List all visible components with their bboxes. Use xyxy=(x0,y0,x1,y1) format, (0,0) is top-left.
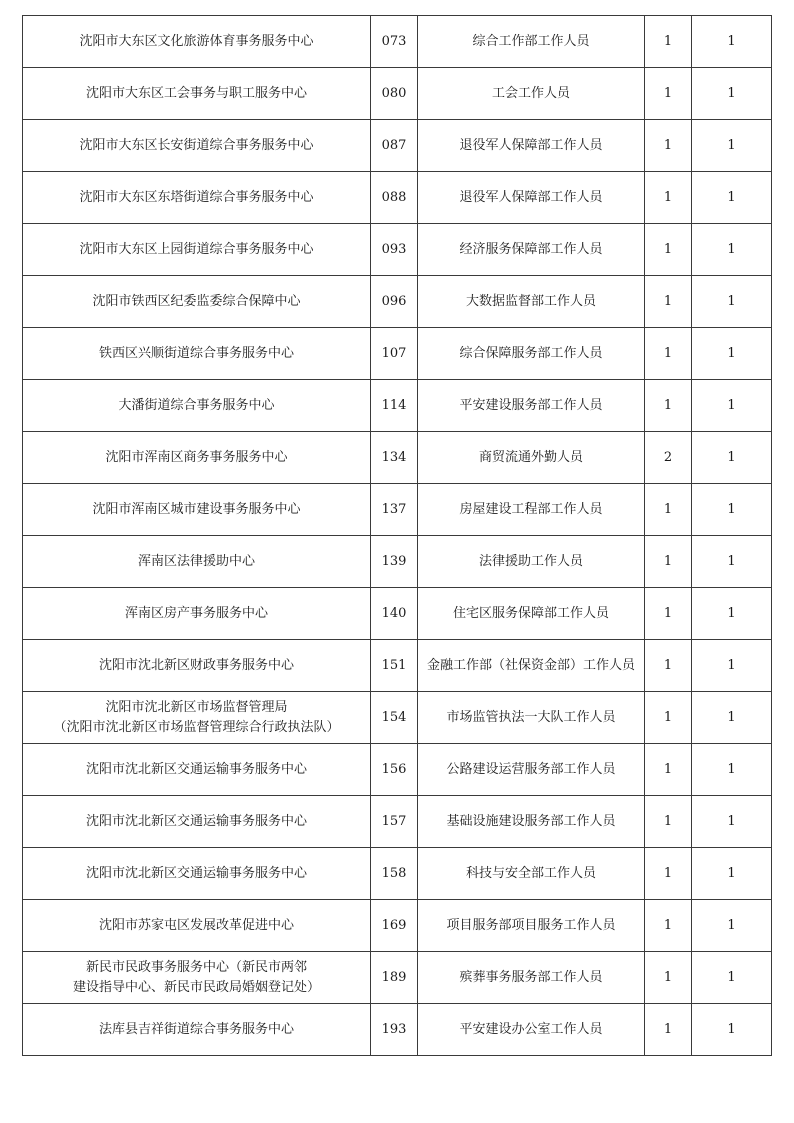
cell-unit-name: 铁西区兴顺街道综合事务服务中心 xyxy=(23,328,371,380)
cell-hiring-count: 1 xyxy=(645,692,692,744)
cell-position-name: 退役军人保障部工作人员 xyxy=(418,172,645,224)
cell-position-code: 107 xyxy=(371,328,418,380)
table-row xyxy=(23,172,772,224)
cell-position-code: 169 xyxy=(371,900,418,952)
cell-position-name: 市场监管执法一大队工作人员 xyxy=(418,692,645,744)
cell-position-code: 151 xyxy=(371,640,418,692)
cell-position-name: 综合保障服务部工作人员 xyxy=(418,328,645,380)
cell-unit-name: 沈阳市浑南区城市建设事务服务中心 xyxy=(23,484,371,536)
cell-exam-ratio: 1 xyxy=(692,328,772,380)
cell-position-code: 080 xyxy=(371,68,418,120)
table-row xyxy=(23,380,772,432)
cell-unit-name: 沈阳市沈北新区交通运输事务服务中心 xyxy=(23,796,371,848)
cell-unit-name: 浑南区房产事务服务中心 xyxy=(23,588,371,640)
table-row xyxy=(23,588,772,640)
cell-position-name: 法律援助工作人员 xyxy=(418,536,645,588)
cell-exam-ratio: 1 xyxy=(692,536,772,588)
cell-unit-name: 大潘街道综合事务服务中心 xyxy=(23,380,371,432)
table-row xyxy=(23,796,772,848)
cell-position-code: 073 xyxy=(371,16,418,68)
cell-position-code: 114 xyxy=(371,380,418,432)
cell-exam-ratio: 1 xyxy=(692,120,772,172)
cell-hiring-count: 1 xyxy=(645,900,692,952)
table-row xyxy=(23,68,772,120)
cell-position-code: 139 xyxy=(371,536,418,588)
cell-hiring-count: 1 xyxy=(645,1004,692,1056)
cell-exam-ratio: 1 xyxy=(692,848,772,900)
cell-position-code: 193 xyxy=(371,1004,418,1056)
cell-unit-name: 沈阳市大东区工会事务与职工服务中心 xyxy=(23,68,371,120)
table-row xyxy=(23,744,772,796)
cell-position-code: 157 xyxy=(371,796,418,848)
table-row xyxy=(23,1004,772,1056)
table-row xyxy=(23,432,772,484)
cell-unit-name: 沈阳市沈北新区交通运输事务服务中心 xyxy=(23,744,371,796)
cell-exam-ratio: 1 xyxy=(692,952,772,1004)
cell-hiring-count: 2 xyxy=(645,432,692,484)
cell-unit-name: 沈阳市大东区东塔街道综合事务服务中心 xyxy=(23,172,371,224)
cell-position-name: 住宅区服务保障部工作人员 xyxy=(418,588,645,640)
table-row xyxy=(23,224,772,276)
cell-hiring-count: 1 xyxy=(645,744,692,796)
cell-position-name: 大数据监督部工作人员 xyxy=(418,276,645,328)
cell-exam-ratio: 1 xyxy=(692,744,772,796)
table-row xyxy=(23,692,772,744)
cell-position-code: 156 xyxy=(371,744,418,796)
recruitment-table xyxy=(22,15,772,1056)
table-body xyxy=(23,16,772,1056)
cell-unit-name: 沈阳市沈北新区交通运输事务服务中心 xyxy=(23,848,371,900)
cell-hiring-count: 1 xyxy=(645,68,692,120)
cell-hiring-count: 1 xyxy=(645,120,692,172)
cell-position-code: 158 xyxy=(371,848,418,900)
cell-position-name: 退役军人保障部工作人员 xyxy=(418,120,645,172)
cell-position-code: 093 xyxy=(371,224,418,276)
cell-exam-ratio: 1 xyxy=(692,692,772,744)
cell-position-code: 096 xyxy=(371,276,418,328)
table-row xyxy=(23,536,772,588)
cell-hiring-count: 1 xyxy=(645,640,692,692)
cell-hiring-count: 1 xyxy=(645,224,692,276)
cell-hiring-count: 1 xyxy=(645,848,692,900)
table-row xyxy=(23,276,772,328)
cell-unit-name: 沈阳市苏家屯区发展改革促进中心 xyxy=(23,900,371,952)
cell-position-code: 137 xyxy=(371,484,418,536)
cell-hiring-count: 1 xyxy=(645,380,692,432)
cell-unit-name: 沈阳市沈北新区财政事务服务中心 xyxy=(23,640,371,692)
cell-position-name: 房屋建设工程部工作人员 xyxy=(418,484,645,536)
cell-exam-ratio: 1 xyxy=(692,172,772,224)
cell-hiring-count: 1 xyxy=(645,328,692,380)
table-row xyxy=(23,120,772,172)
cell-hiring-count: 1 xyxy=(645,172,692,224)
cell-position-name: 殡葬事务服务部工作人员 xyxy=(418,952,645,1004)
cell-unit-name: 浑南区法律援助中心 xyxy=(23,536,371,588)
cell-hiring-count: 1 xyxy=(645,796,692,848)
cell-unit-name: 沈阳市沈北新区市场监督管理局 （沈阳市沈北新区市场监督管理综合行政执法队） xyxy=(23,692,371,744)
cell-unit-name: 沈阳市大东区上园街道综合事务服务中心 xyxy=(23,224,371,276)
cell-exam-ratio: 1 xyxy=(692,68,772,120)
table-row xyxy=(23,848,772,900)
cell-position-name: 商贸流通外勤人员 xyxy=(418,432,645,484)
cell-position-code: 154 xyxy=(371,692,418,744)
table-row xyxy=(23,952,772,1004)
cell-exam-ratio: 1 xyxy=(692,640,772,692)
cell-unit-name: 沈阳市大东区长安街道综合事务服务中心 xyxy=(23,120,371,172)
cell-position-name: 科技与安全部工作人员 xyxy=(418,848,645,900)
cell-position-name: 综合工作部工作人员 xyxy=(418,16,645,68)
cell-exam-ratio: 1 xyxy=(692,796,772,848)
cell-exam-ratio: 1 xyxy=(692,900,772,952)
cell-exam-ratio: 1 xyxy=(692,276,772,328)
cell-exam-ratio: 1 xyxy=(692,432,772,484)
cell-position-code: 088 xyxy=(371,172,418,224)
cell-position-name: 基础设施建设服务部工作人员 xyxy=(418,796,645,848)
cell-exam-ratio: 1 xyxy=(692,224,772,276)
cell-position-code: 087 xyxy=(371,120,418,172)
cell-exam-ratio: 1 xyxy=(692,1004,772,1056)
cell-exam-ratio: 1 xyxy=(692,588,772,640)
cell-exam-ratio: 1 xyxy=(692,380,772,432)
cell-hiring-count: 1 xyxy=(645,484,692,536)
table-row xyxy=(23,900,772,952)
cell-exam-ratio: 1 xyxy=(692,16,772,68)
cell-position-name: 金融工作部（社保资金部）工作人员 xyxy=(418,640,645,692)
cell-position-code: 189 xyxy=(371,952,418,1004)
cell-hiring-count: 1 xyxy=(645,588,692,640)
cell-position-code: 140 xyxy=(371,588,418,640)
cell-unit-name: 沈阳市大东区文化旅游体育事务服务中心 xyxy=(23,16,371,68)
cell-hiring-count: 1 xyxy=(645,952,692,1004)
cell-unit-name: 沈阳市浑南区商务事务服务中心 xyxy=(23,432,371,484)
table-row xyxy=(23,484,772,536)
table-row xyxy=(23,328,772,380)
cell-position-name: 经济服务保障部工作人员 xyxy=(418,224,645,276)
cell-position-name: 平安建设办公室工作人员 xyxy=(418,1004,645,1056)
cell-position-name: 公路建设运营服务部工作人员 xyxy=(418,744,645,796)
cell-hiring-count: 1 xyxy=(645,536,692,588)
cell-exam-ratio: 1 xyxy=(692,484,772,536)
cell-unit-name: 沈阳市铁西区纪委监委综合保障中心 xyxy=(23,276,371,328)
cell-hiring-count: 1 xyxy=(645,16,692,68)
cell-position-name: 工会工作人员 xyxy=(418,68,645,120)
table-row xyxy=(23,640,772,692)
cell-unit-name: 法库县吉祥街道综合事务服务中心 xyxy=(23,1004,371,1056)
cell-position-code: 134 xyxy=(371,432,418,484)
cell-unit-name: 新民市民政事务服务中心（新民市两邻 建设指导中心、新民市民政局婚姻登记处） xyxy=(23,952,371,1004)
cell-hiring-count: 1 xyxy=(645,276,692,328)
cell-position-name: 平安建设服务部工作人员 xyxy=(418,380,645,432)
table-row xyxy=(23,16,772,68)
cell-position-name: 项目服务部项目服务工作人员 xyxy=(418,900,645,952)
